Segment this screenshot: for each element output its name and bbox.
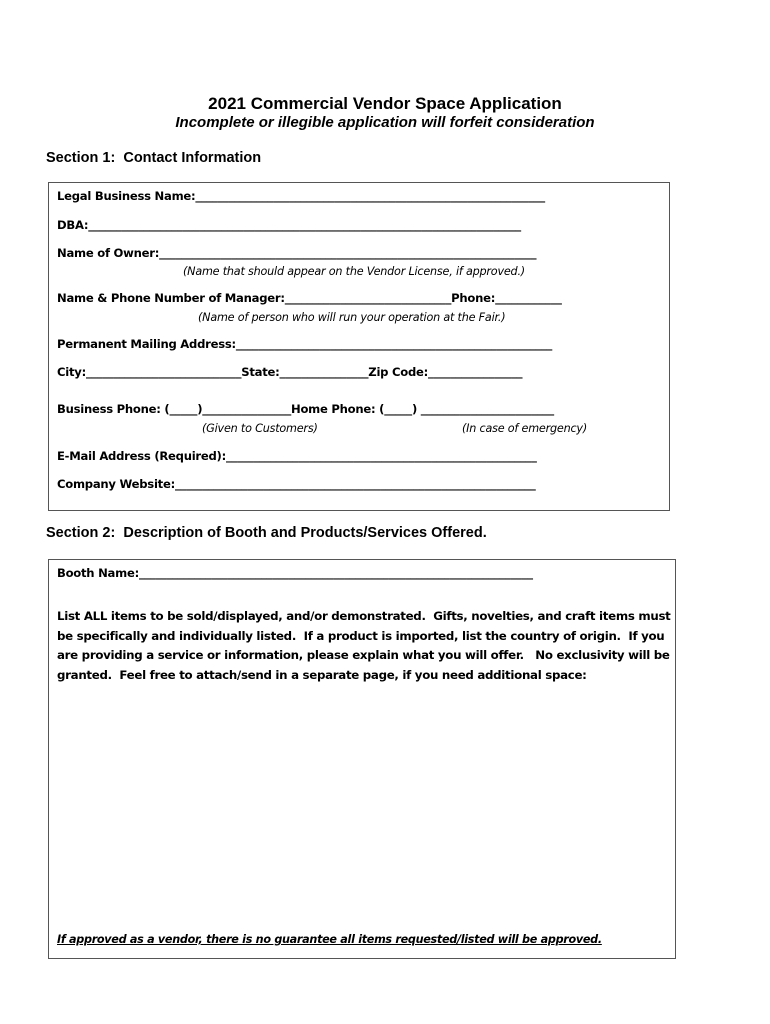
business-phone-hint: (Given to Customers) xyxy=(202,422,318,435)
email-field[interactable]: E-Mail Address (Required):________________________________________________________ xyxy=(57,449,537,463)
owner-name-field[interactable]: Name of Owner:____________________________________________________________________ xyxy=(57,246,537,260)
booth-name-field[interactable]: Booth Name:_______________________________________________________________________ xyxy=(57,566,533,580)
instruction-line: List ALL items to be sold/displayed, and/or demonstrated. Gifts, novelties, and craft items must xyxy=(57,609,671,623)
form-subtitle: Incomplete or illegible application will forfeit consideration xyxy=(175,114,595,131)
form-title: 2021 Commercial Vendor Space Application xyxy=(208,94,562,113)
instruction-line: are providing a service or information, please explain what you will offer. No exclusivity will be xyxy=(57,648,670,662)
manager-name-phone-field[interactable]: Name & Phone Number of Manager:______________________________Phone:____________ xyxy=(57,291,562,305)
website-field[interactable]: Company Website:_________________________________________________________________ xyxy=(57,477,536,491)
product-list-instructions xyxy=(57,607,672,685)
instruction-line: granted. Feel free to attach/send in a separate page, if you need additional space: xyxy=(57,667,587,682)
owner-name-hint: (Name that should appear on the Vendor License, if approved.) xyxy=(183,265,525,278)
legal-business-name-field[interactable]: Legal Business Name:_______________________________________________________________ xyxy=(57,189,545,203)
manager-hint: (Name of person who will run your operation at the Fair.) xyxy=(198,311,506,324)
dba-field[interactable]: DBA:______________________________________________________________________________ xyxy=(57,218,521,232)
instruction-line: be specifically and individually listed. If a product is imported, list the country of origin. If you xyxy=(57,628,665,643)
phone-numbers-field[interactable]: Business Phone: (_____)________________Home Phone: (_____) ________________________ xyxy=(57,402,554,416)
city-state-zip-field[interactable]: City:____________________________State:________________Zip Code:_________________ xyxy=(57,365,523,379)
approval-disclaimer: If approved as a vendor, there is no guarantee all items requested/listed will be approved. xyxy=(57,933,602,946)
mailing-address-field[interactable]: Permanent Mailing Address:_________________________________________________________ xyxy=(57,337,553,351)
section-1-heading: Section 1: Contact Information xyxy=(46,150,262,166)
section-2-heading: Section 2: Description of Booth and Products/Services Offered. xyxy=(46,525,487,541)
home-phone-hint: (In case of emergency) xyxy=(462,422,587,435)
